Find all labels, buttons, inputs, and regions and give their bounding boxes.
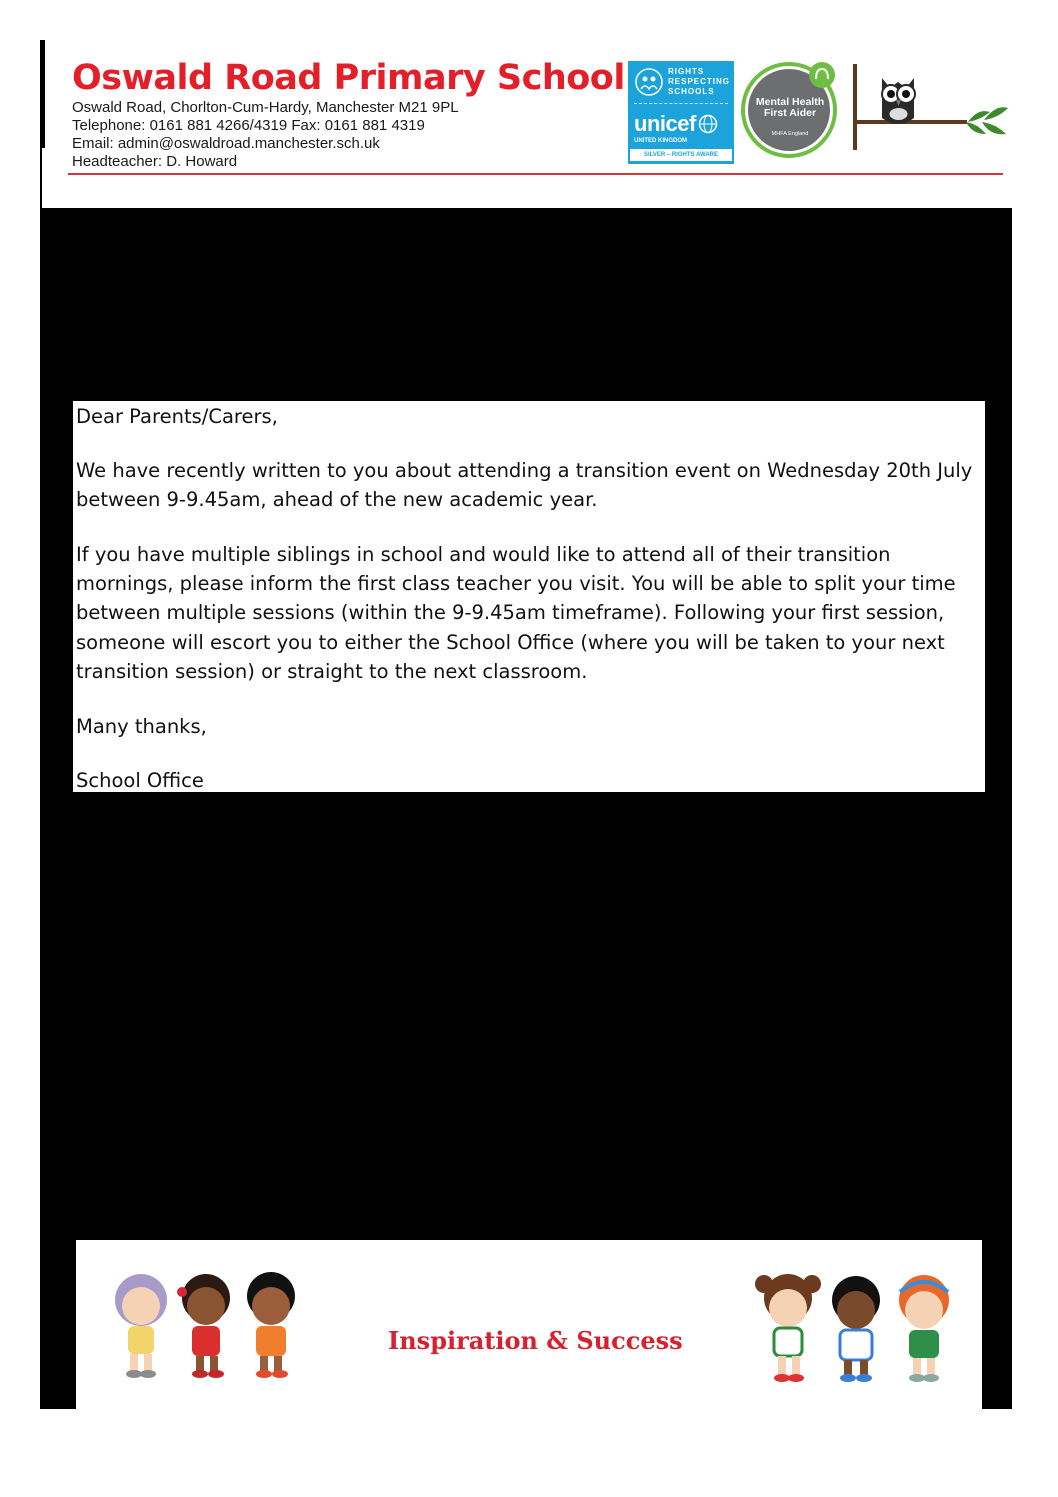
letter-closing: Many thanks, (76, 715, 207, 738)
unicef-wordmark: unicef (634, 111, 696, 136)
left-margin-line (40, 148, 42, 210)
school-telephone: Telephone: 0161 881 4266/4319 Fax: 0161 881 4319 (72, 117, 425, 134)
rrs-line2: RESPECTING (668, 77, 731, 86)
headteacher: Headteacher: D. Howard (72, 153, 238, 170)
children-illustration-left (96, 1262, 311, 1382)
rrs-divider (634, 103, 728, 104)
letter-paragraph-1: We have recently written to you about attending a transition event on Wednesday 20th July between 9-9.45am, ahead of the new academic year. (76, 459, 973, 512)
letterhead (0, 0, 1058, 208)
rrs-globe-icon (634, 67, 664, 97)
rrs-line3: SCHOOLS (668, 87, 715, 96)
school-address: Oswald Road, Chorlton-Cum-Hardy, Manchester M21 9PL (72, 99, 459, 116)
mhfa-line1: Mental Health (755, 96, 825, 108)
rrs-award-level: SILVER – RIGHTS AWARE (630, 149, 732, 161)
mhfa-subtitle: MHFA England (771, 131, 809, 137)
school-email: Email: admin@oswaldroad.manchester.sch.uk (72, 135, 380, 152)
school-name: Oswald Road Primary School (72, 58, 625, 98)
rights-respecting-schools-logo (628, 61, 734, 164)
letter-salutation: Dear Parents/Carers, (76, 405, 278, 428)
redacted-background (40, 208, 1012, 1409)
contact-details (72, 99, 459, 171)
letter-paragraph-2: If you have multiple siblings in school and would like to attend all of their transition mornings, please inform the first class teacher you visit. You will be able to split your time between multiple sessions (within the 9-9.45am timeframe). Following your first session, someone will escort you to either the School Office (where you will be taken to your next transition session) or straight to the next classroom. (76, 543, 956, 683)
unicef-subtitle: UNITED KINGDOM (634, 138, 687, 144)
owl-on-branch-logo (850, 60, 1010, 156)
rrs-line1: RIGHTS (668, 67, 705, 76)
letter-signature: School Office (76, 769, 204, 792)
header-divider (68, 173, 1003, 175)
footer-banner (76, 1240, 982, 1409)
mhfa-title (752, 97, 828, 119)
school-motto: Inspiration & Success (388, 1326, 683, 1355)
mhfa-line2: First Aider (763, 107, 817, 119)
children-illustration-right (746, 1264, 966, 1388)
left-margin-bar (40, 40, 45, 148)
letter-body (73, 401, 985, 792)
unicef-globe-icon (698, 114, 718, 134)
